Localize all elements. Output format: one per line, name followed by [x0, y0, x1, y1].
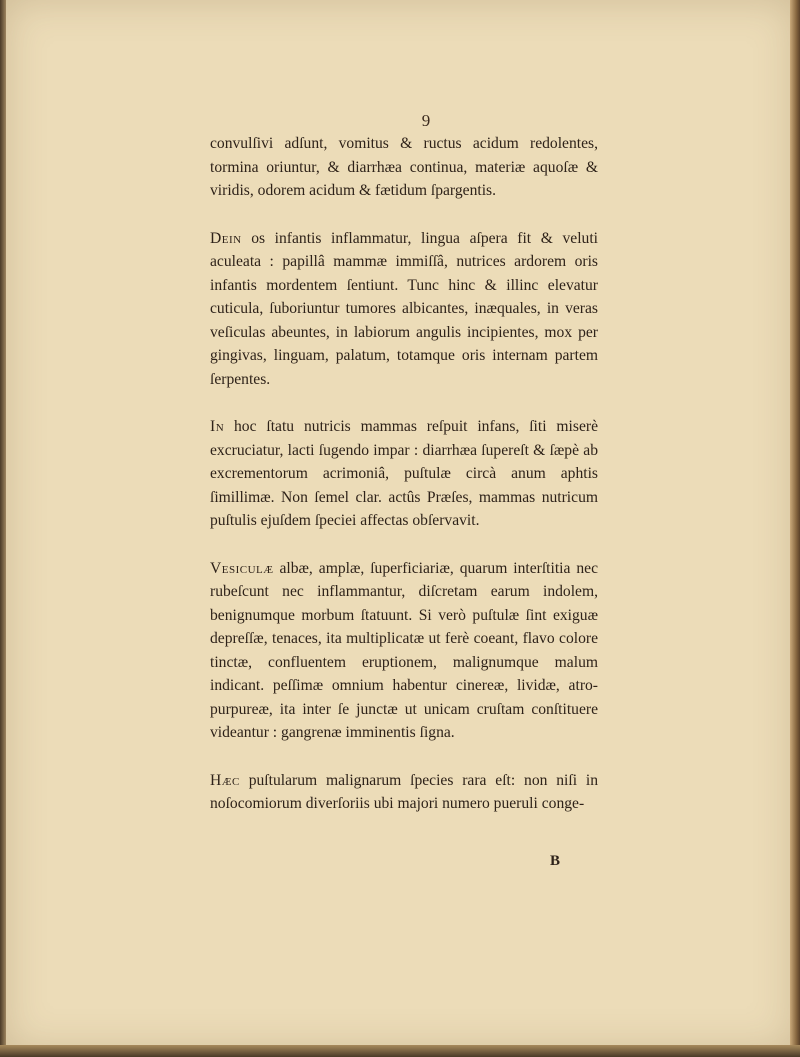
page-edge-bottom	[0, 1045, 800, 1057]
paragraph-2-lead: Dein	[210, 229, 242, 247]
paragraph-4-text: albæ, amplæ, ſuperficiariæ, quarum interſtitia nec rubeſcunt nec inflammantur, diſcretam earum indolem, benignumque morbum ſtatuunt. Si verò puſtulæ ſint exiguæ depreſſæ, tenaces, ita multiplicatæ ut ferè coeant, flavo colore tinctæ, confluentem eruptionem, malignumque malum indicant. peſſimæ omnium habentur cinereæ, lividæ, atro-purpureæ, ita inter ſe junctæ ut unicam cruſtam conſtituere videantur : gangrenæ imminentis ſigna.	[210, 559, 598, 741]
body-text	[210, 132, 598, 816]
book-page	[6, 0, 794, 1050]
paragraph-4	[210, 557, 598, 745]
paragraph-3	[210, 415, 598, 533]
paragraph-5-lead: Hæc	[210, 771, 240, 789]
signature-mark: B	[550, 853, 561, 869]
paragraph-1-text: convulſivi adſunt, vomitus & ructus acidum redolentes, tormina oriuntur, & diarrhæa continua, materiæ aquoſæ & viridis, odorem acidum & fætidum ſpargentis.	[210, 135, 598, 199]
page-edge-right	[790, 0, 800, 1057]
paragraph-2-text: os infantis inflammatur, lingua aſpera fit & veluti aculeata : papillâ mammæ immiſſâ, nutrices ardorem oris infantis mordentem ſentiunt. Tunc hinc & illinc elevatur cuticula, ſuboriuntur tumores albicantes, inæquales, in veras veſiculas abeuntes, in labiorum angulis incipientes, mox per gingivas, linguam, palatum, totamque oris internam partem ſerpentes.	[210, 229, 598, 388]
paragraph-4-lead: Vesiculæ	[210, 559, 274, 577]
paragraph-3-text: hoc ſtatu nutricis mammas reſpuit infans, ſiti miserè excruciatur, lacti ſugendo impar : diarrhæa ſupereſt & ſæpè ab excrementorum acrimoniâ, puſtulæ circà anum aphtis ſimillimæ. Non ſemel clar. actûs Præſes, mammas nutricum puſtulis ejuſdem ſpeciei affectas obſervavit.	[210, 418, 598, 529]
paragraph-5-text: puſtularum malignarum ſpecies rara eſt: non niſi in noſocomiorum diverſoriis ubi majori numero pueruli conge-	[210, 771, 598, 812]
paragraph-2	[210, 227, 598, 392]
paragraph-3-lead: In	[210, 418, 225, 435]
paragraph-5	[210, 769, 598, 816]
paragraph-1	[210, 132, 598, 203]
page-number: 9	[421, 111, 431, 130]
